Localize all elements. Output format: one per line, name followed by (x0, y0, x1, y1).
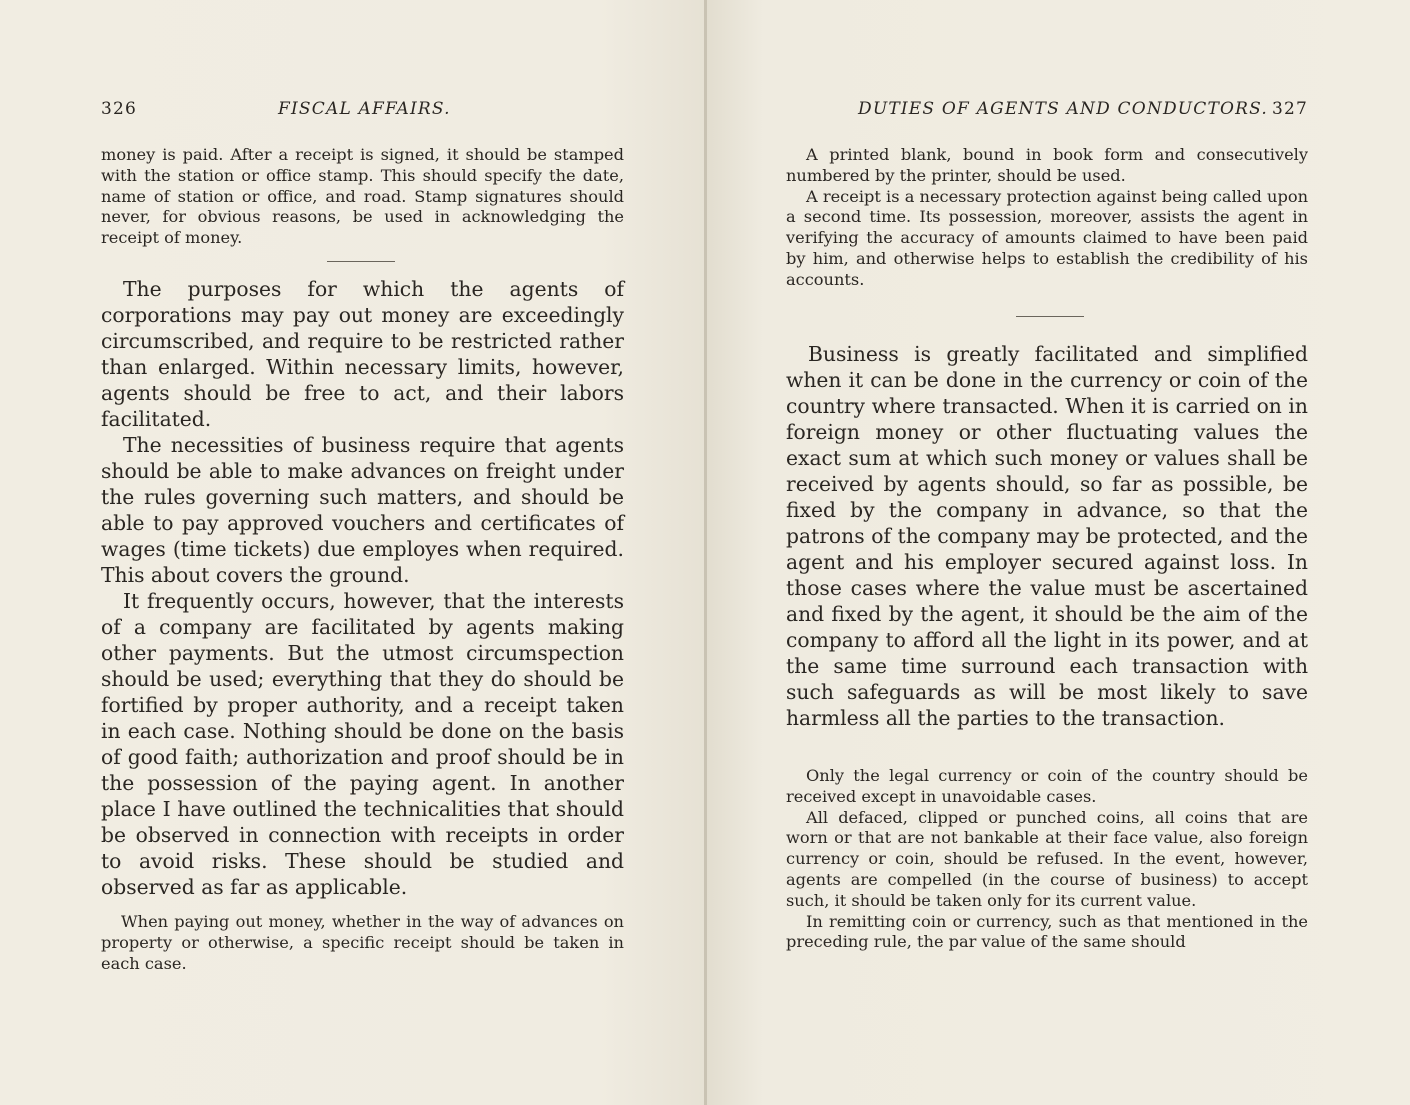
paragraph: All defaced, clipped or punched coins, all coins that are worn or that are not bankable at their face value, also foreign currency or coin, should be refused. In the event, however, agents are compelled (in the course of business) to accept such, it should be taken only for its current value. (786, 807, 1308, 910)
left-bottom-text-block (101, 912, 624, 974)
page-number: 327 (1272, 99, 1309, 119)
paragraph: The purposes for which the agents of corporations may pay out money are exceedingly circumscribed, and require to be restricted rather than enlarged. Within necessary limits, however, agents should be free to act, and their labors facilitated. (101, 277, 624, 431)
paragraph: A printed blank, bound in book form and consecutively numbered by the printer, should be used. (786, 145, 1308, 185)
paragraph: In remitting coin or currency, such as that mentioned in the preceding rule, the par value of the same should (786, 911, 1308, 952)
paragraph: A receipt is a necessary protection against being called upon a second time. Its possession, moreover, assists the agent in verifying the accuracy of amounts claimed to have been paid by him, and otherwise helps to establish the credibility of his accounts. (786, 186, 1308, 289)
right-main-text-block (786, 341, 1308, 731)
right-page (707, 0, 1410, 1105)
paragraph: Only the legal currency or coin of the country should be received except in unavoidable cases. (786, 766, 1308, 806)
running-head: DUTIES OF AGENTS AND CONDUCTORS. (858, 99, 1269, 119)
paragraph: It frequently occurs, however, that the interests of a company are facilitated by agents making other payments. But the utmost circumspection should be used; everything that they do should be fortified by proper authority, and a receipt taken in each case. Nothing should be done on the basis of good faith; authorization and proof should be in the possession of the paying agent. In another place I have outlined the technicalities that should be observed in connection with receipts in order to avoid risks. These should be studied and observed as far as applicable. (101, 589, 624, 899)
paragraph: money is paid. After a receipt is signed, it should be stamped with the station or office stamp. This should specify the date, name of station or office, and road. Stamp signatures should never, for obvious reasons, be used in acknowledging the receipt of money. (101, 145, 624, 248)
right-bottom-text-block (786, 766, 1308, 953)
right-top-text-block (786, 145, 1308, 291)
left-main-text-block (101, 276, 624, 900)
section-divider (327, 261, 395, 262)
paragraph: Business is greatly facilitated and simplified when it can be done in the currency or coin of the country where transacted. When it is carried on in foreign money or other fluctuating values the exact sum at which such money or values shall be received by agents should, so far as possible, be fixed by the company in advance, so that the patrons of the company may be protected, and the agent and his employer secured against loss. In those cases where the value must be ascertained and fixed by the agent, it should be the aim of the company to afford all the light in its power, and at the same time surround each transaction with such safeguards as will be most likely to save harmless all the parties to the transaction. (786, 342, 1308, 730)
page-number: 326 (101, 99, 138, 119)
running-head: FISCAL AFFAIRS. (278, 99, 451, 119)
paragraph: When paying out money, whether in the way of advances on property or otherwise, a specific receipt should be taken in each case. (101, 912, 624, 973)
left-top-text-block (101, 145, 624, 249)
paragraph: The necessities of business require that agents should be able to make advances on freight under the rules governing such matters, and should be able to pay approved vouchers and certificates of wages (time tickets) due employes when required. This about covers the ground. (101, 433, 624, 587)
section-divider (1016, 316, 1084, 317)
